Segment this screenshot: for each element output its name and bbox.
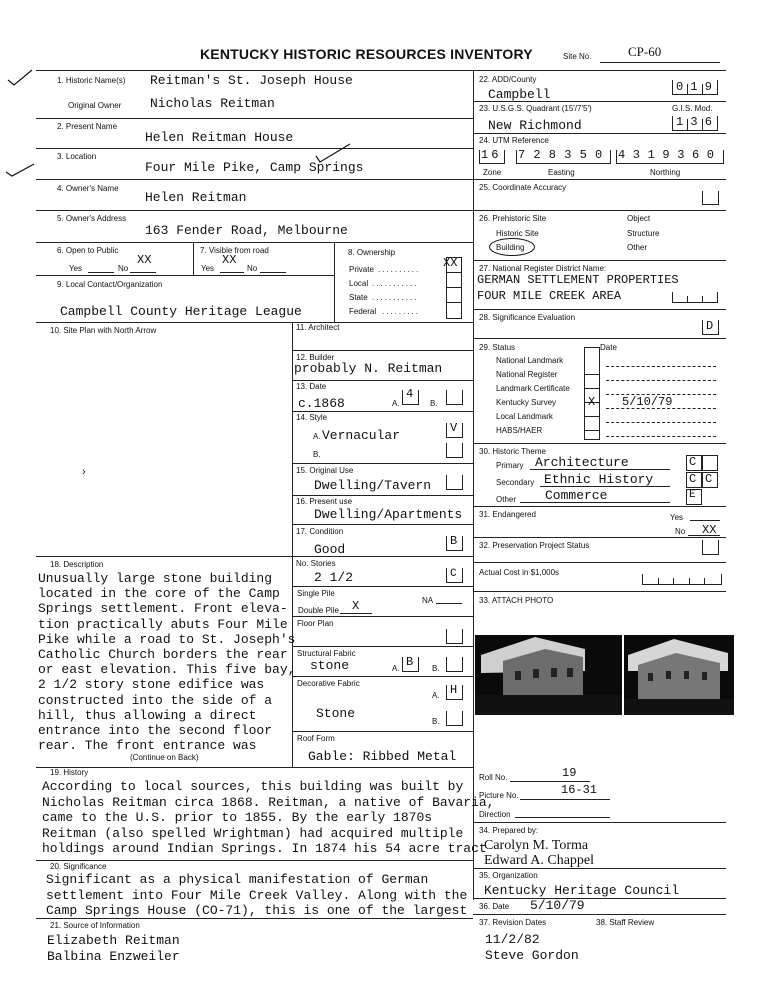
utm-northing-label: Northing: [650, 168, 681, 177]
utm-northing: 4319360: [618, 148, 722, 162]
structural-code: B: [406, 655, 414, 669]
stories-value: 2 1/2: [314, 570, 354, 585]
secondary-theme-code-2: C: [705, 472, 713, 486]
status-item-label: HABS/HAER: [496, 426, 543, 435]
site-plan-mark: ›: [82, 466, 86, 478]
status-date-label: Date: [600, 343, 617, 352]
organization-label: 35. Organization: [479, 871, 538, 880]
local-contact-value: Campbell County Heritage League: [60, 304, 302, 319]
local-contact-label: 9. Local Contact/Organization: [57, 280, 163, 289]
text-line: rear. The front entrance was: [38, 738, 257, 754]
ownership-private: Private: [349, 265, 374, 274]
text-line: Pike while a road to St. Joseph's: [38, 631, 296, 647]
status-date-line: [606, 422, 716, 423]
photo-2: [624, 635, 734, 715]
revision-dates-value: 11/2/82: [485, 932, 540, 947]
direction-label: Direction: [479, 810, 511, 819]
status-row-sep: [584, 388, 599, 389]
nr-district-line2: FOUR MILE CREEK AREA: [477, 289, 622, 303]
condition-value: Good: [314, 542, 346, 557]
status-date-line: [606, 380, 716, 381]
builder-value: probably N. Reitman: [294, 361, 443, 376]
staff-review-label: 38. Staff Review: [596, 918, 655, 927]
rule-1: [36, 118, 473, 119]
text-line: settlement into Four Mile Creek Valley. Along with the: [46, 887, 468, 903]
status-label: 29. Status: [479, 343, 516, 352]
original-owner-value: Nicholas Reitman: [150, 96, 275, 111]
rule-r6: [473, 309, 726, 310]
usgs-quadrant-label: 23. U.S.G.S. Quadrant (15'/7'5'): [479, 104, 592, 113]
primary-theme-label: Primary: [496, 461, 524, 470]
visible-yes-line: [220, 272, 244, 273]
rule-history-bottom: [36, 860, 473, 861]
date-code: 4: [406, 387, 414, 401]
ownership-dots-1: ..........: [378, 265, 421, 274]
pile-na-label: NA: [422, 596, 434, 605]
secondary-theme-label: Secondary: [496, 478, 535, 487]
text-line: Significant as a physical manifestation of German: [46, 872, 429, 887]
open-no-line: [130, 272, 156, 273]
present-name-label: 2. Present Name: [57, 122, 118, 131]
significance-text: [46, 872, 467, 919]
present-use-label: 16. Present use: [296, 497, 353, 506]
text-line: Elizabeth Reitman: [47, 933, 180, 948]
actual-cost-label: Actual Cost in $1,000s: [479, 568, 560, 577]
text-line: tion practically abuts Four Mile: [38, 616, 288, 632]
rule-r5: [473, 260, 726, 261]
visible-from-road-label: 7. Visible from road: [200, 246, 269, 255]
style-code: V: [450, 421, 458, 435]
ownership-label: 8. Ownership: [348, 248, 396, 257]
structural-fabric-value: stone: [310, 658, 350, 673]
significance-eval-label: 28. Significance Evaluation: [479, 313, 576, 322]
rule-m1: [292, 350, 473, 351]
ownership-state: State: [349, 293, 368, 302]
primary-theme-value: Architecture: [535, 455, 629, 470]
other-site-label: Other: [627, 243, 648, 252]
open-yes-label: Yes: [69, 264, 83, 273]
ownership-dots-4: .........: [382, 307, 421, 316]
original-use-value: Dwelling/Tavern: [314, 478, 432, 493]
preservation-status-label: 32. Preservation Project Status: [479, 541, 590, 550]
primary-code-box-2[interactable]: [702, 455, 718, 471]
style-a-label: A.: [313, 432, 321, 441]
cost-sep-2: [673, 578, 674, 585]
secondary-theme-code-1: C: [689, 472, 697, 486]
decorative-fabric-label: Decorative Fabric: [297, 679, 360, 688]
quadrant-value: New Richmond: [488, 118, 582, 133]
text-line: holdings around Indian Springs. In 1874 his 54 acre tract: [42, 841, 487, 856]
structural-a-label: A.: [392, 664, 400, 673]
other-theme-label: Other: [496, 495, 517, 504]
location-value: Four Mile Pike, Camp Springs: [145, 160, 364, 175]
date-value: c.1868: [298, 396, 345, 411]
preservation-status-box[interactable]: [702, 540, 719, 555]
decorative-a-label: A.: [432, 691, 440, 700]
kentucky-survey-date: 5/10/79: [622, 395, 673, 409]
date-36-label: 36. Date: [479, 902, 510, 911]
decorative-fabric-value: Stone: [316, 706, 356, 721]
history-text: [42, 779, 494, 857]
present-name-value: Helen Reitman House: [145, 130, 294, 145]
rule-r2: [473, 133, 726, 134]
organization-value: Kentucky Heritage Council: [484, 883, 680, 898]
rule-m9: [292, 616, 473, 617]
rule-3: [36, 179, 473, 180]
cost-sep-1: [658, 578, 659, 585]
object-label: Object: [627, 214, 651, 223]
owner-name-label: 4. Owner's Name: [57, 184, 119, 193]
rule-m10: [292, 646, 473, 647]
status-item-label: Kentucky Survey: [496, 398, 557, 407]
prehistoric-site-label: 26. Prehistoric Site: [479, 214, 547, 223]
gis-mod-label: G.I.S. Mod.: [672, 104, 713, 113]
gis-code: 136: [676, 115, 720, 129]
architect-label: 11. Architect: [296, 323, 340, 332]
rule-m3: [292, 411, 473, 412]
significance-label: 20. Significance: [50, 862, 107, 871]
description-label: 18. Description: [50, 560, 104, 569]
text-line: 2 1/2 story stone edifice was: [38, 677, 265, 693]
visible-yes-label: Yes: [201, 264, 215, 273]
ownership-local: Local: [349, 279, 369, 288]
secondary-line: [540, 486, 670, 487]
decorative-code: H: [450, 683, 458, 697]
primary-theme-code: C: [689, 455, 697, 469]
county-value: Campbell: [488, 87, 551, 102]
picture-no-value: 16-31: [561, 783, 598, 797]
date-b-box[interactable]: [446, 390, 463, 405]
text-line: Reitman (also spelled Wrightman) had acquired multiple: [42, 825, 464, 841]
floor-plan-label: Floor Plan: [297, 619, 334, 628]
rule-m11: [292, 676, 473, 677]
double-pile-mark: X: [352, 599, 360, 613]
owner-address-label: 5. Owner's Address: [57, 214, 127, 223]
building-label: Building: [496, 243, 525, 252]
status-row-sep: [584, 374, 599, 375]
original-owner-label: Original Owner: [68, 101, 122, 110]
utm-zone: 16: [481, 148, 502, 162]
rule-m8: [292, 586, 473, 587]
rule-5: [36, 242, 473, 243]
continue-on-back: (Continue on Back): [130, 753, 199, 762]
utm-easting: 728350: [518, 148, 611, 162]
status-checkbox-column[interactable]: [584, 347, 600, 440]
owner-address-value: 163 Fender Road, Melbourne: [145, 223, 348, 238]
building-circle: [489, 238, 535, 256]
structural-b-label: B.: [432, 664, 440, 673]
structural-fabric-label: Structural Fabric: [297, 649, 356, 658]
text-line: came to the U.S. prior to 1855. By the early 1870s: [42, 810, 433, 825]
status-item-label: Landmark Certificate: [496, 384, 570, 393]
utm-zone-label: Zone: [483, 168, 502, 177]
present-use-value: Dwelling/Apartments: [314, 507, 463, 522]
ownership-sep-1: [446, 272, 461, 273]
historic-name-value: Reitman's St. Joseph House: [150, 73, 353, 88]
nr-district-line1: GERMAN SETTLEMENT PROPERTIES: [477, 273, 679, 287]
rule-r13: [473, 822, 726, 823]
roll-no-value: 19: [562, 766, 577, 780]
date-36-value: 5/10/79: [530, 898, 585, 913]
significance-eval-code: D: [706, 319, 714, 333]
rule-m2: [292, 380, 473, 381]
text-line: Catholic Church borders the rear: [38, 647, 288, 663]
nr-district-label: 27. National Register District Name:: [479, 264, 607, 273]
site-no-underline: [600, 62, 720, 63]
kentucky-survey-mark: X: [588, 395, 596, 409]
historic-site-label: Historic Site: [496, 229, 539, 238]
prepared-by-label: 34. Prepared by:: [479, 826, 539, 835]
rule-v-6-7: [193, 242, 194, 275]
ownership-sep-2: [446, 287, 461, 288]
text-line: Unusually large stone building: [38, 571, 273, 586]
structural-b-box[interactable]: [446, 657, 463, 672]
condition-label: 17. Condition: [296, 527, 344, 536]
description-text: [38, 571, 295, 753]
nr-district-code-box[interactable]: [672, 292, 718, 303]
style-b-box[interactable]: [446, 443, 463, 458]
text-line: entrance into the second floor: [38, 723, 273, 739]
status-item-label: Local Landmark: [496, 412, 553, 421]
endangered-yes-line: [690, 520, 720, 521]
secondary-theme-value: Ethnic History: [544, 472, 654, 487]
picture-no-line: [520, 799, 610, 800]
rule-r7: [473, 338, 726, 339]
style-b-label: B.: [313, 450, 321, 459]
rule-r4: [473, 210, 726, 211]
text-line: Nicholas Reitman circa 1868. Reitman, a native of Bavaria,: [42, 794, 495, 810]
roll-no-label: Roll No.: [479, 773, 508, 782]
coordinate-accuracy-label: 25. Coordinate Accuracy: [479, 183, 567, 192]
rule-m4: [292, 463, 473, 464]
rule-m5: [292, 495, 473, 496]
rule-m6: [292, 524, 473, 525]
visible-no-line: [260, 272, 286, 273]
direction-line: [515, 817, 610, 818]
text-line: Springs settlement. Front eleva-: [38, 601, 288, 617]
text-line: Camp Springs House (CO-71), this is one of the largest: [46, 903, 468, 918]
rule-7: [36, 322, 473, 323]
visible-from-road-value: XX: [222, 253, 237, 267]
single-pile-label: Single Pile: [297, 589, 335, 598]
open-no-label: No: [118, 264, 129, 273]
rule-r8: [473, 443, 726, 444]
site-plan-label: 10. Site Plan with North Arrow: [50, 326, 157, 335]
style-label: 14. Style: [296, 413, 328, 422]
decorative-b-label: B.: [432, 717, 440, 726]
endangered-no-label: No: [675, 527, 686, 536]
rule-desc-bottom: [36, 767, 473, 768]
original-use-label: 15. Original Use: [296, 466, 354, 475]
cost-sep-4: [704, 578, 705, 585]
primary-line: [530, 469, 670, 470]
status-date-line: [606, 436, 716, 437]
roll-no-line: [510, 781, 590, 782]
historic-theme-label: 30. Historic Theme: [479, 447, 546, 456]
status-row-sep: [584, 416, 599, 417]
text-line: Balbina Enzweiler: [47, 949, 180, 964]
form-title: KENTUCKY HISTORIC RESOURCES INVENTORY: [200, 46, 533, 62]
rule-2: [36, 148, 473, 149]
center-divider: [473, 70, 474, 900]
text-line: or east elevation. This five bay,: [38, 662, 296, 678]
rule-m12: [292, 731, 473, 732]
owner-name-value: Helen Reitman: [145, 190, 247, 205]
double-pile-line: [340, 613, 372, 614]
utm-label: 24. UTM Reference: [479, 136, 549, 145]
open-to-public-label: 6. Open to Public: [57, 246, 119, 255]
text-line: According to local sources, this building was built by: [42, 779, 464, 794]
attach-photo-label: 33. ATTACH PHOTO: [479, 596, 554, 605]
rule-r15: [473, 898, 726, 899]
endangered-yes-label: Yes: [670, 513, 684, 522]
historic-name-label: 1. Historic Name(s): [57, 76, 126, 85]
other-theme-code: E: [689, 489, 696, 501]
cost-sep-3: [689, 578, 690, 585]
date-label: 13. Date: [296, 382, 327, 391]
prepared-by-line1: Carolyn M. Torma: [484, 838, 589, 853]
rule-r12: [473, 591, 726, 592]
site-no-value: CP-60: [628, 44, 662, 59]
style-value: Vernacular: [322, 428, 401, 443]
prepared-by-line2: Edward A. Chappel: [484, 853, 595, 868]
rule-4: [36, 210, 473, 211]
status-row-sep: [584, 430, 599, 431]
rule-m7: [36, 556, 473, 557]
source-label: 21. Source of Information: [50, 921, 140, 930]
other-theme-value: Commerce: [545, 488, 608, 503]
source-text: [47, 933, 180, 965]
site-no-label: Site No.: [563, 52, 592, 61]
stories-label: No. Stories: [296, 559, 336, 568]
utm-easting-label: Easting: [548, 168, 575, 177]
rule-r11: [473, 562, 726, 563]
ownership-mark: XX: [443, 256, 458, 270]
condition-code: B: [450, 534, 458, 548]
floor-plan-box[interactable]: [446, 629, 463, 644]
status-item-label: National Landmark: [496, 356, 564, 365]
stories-code: C: [450, 568, 457, 580]
location-label: 3. Location: [57, 152, 97, 161]
date-a-label: A.: [392, 399, 400, 408]
status-item-label: National Register: [496, 370, 558, 379]
original-use-box[interactable]: [446, 475, 463, 490]
rule-r9: [473, 506, 726, 507]
visible-no-label: No: [247, 264, 258, 273]
open-to-public-value: XX: [137, 253, 152, 267]
endangered-value: XX: [702, 523, 717, 537]
pile-na-line: [436, 603, 462, 604]
endangered-label: 31. Endangered: [479, 510, 536, 519]
coordinate-accuracy-box[interactable]: [702, 191, 719, 205]
open-yes-line: [88, 272, 114, 273]
nr-sep-2: [702, 296, 703, 303]
photo-1: [475, 635, 622, 715]
decorative-b-box[interactable]: [446, 711, 463, 726]
picture-no-label: Picture No.: [479, 791, 519, 800]
ownership-sep-3: [446, 302, 461, 303]
date-b-label: B.: [430, 399, 438, 408]
rule-r3: [473, 179, 726, 180]
rule-6: [36, 275, 334, 276]
staff-review-value: Steve Gordon: [485, 948, 579, 963]
rule-r10: [473, 537, 726, 538]
ownership-dots-3: ...........: [372, 293, 419, 302]
double-pile-label: Double Pile: [298, 606, 339, 615]
rule-r16: [473, 914, 726, 915]
text-line: constructed into the side of a: [38, 692, 273, 708]
builder-label: 12. Builder: [296, 353, 335, 362]
add-county-label: 22. ADD/County: [479, 75, 537, 84]
county-code: 019: [676, 80, 720, 94]
actual-cost-box[interactable]: [642, 574, 722, 585]
revision-dates-label: 37. Revision Dates: [479, 918, 547, 927]
text-line: located in the core of the Camp: [38, 586, 280, 602]
status-date-line: [606, 366, 716, 367]
structure-label: Structure: [627, 229, 660, 238]
nr-sep-1: [687, 296, 688, 303]
rule-top: [36, 70, 726, 71]
ownership-dots-2: ...........: [372, 279, 419, 288]
roof-form-value: Gable: Ribbed Metal: [308, 749, 457, 764]
rule-v-7-8: [334, 242, 335, 322]
ownership-federal: Federal: [349, 307, 377, 316]
history-label: 19. History: [50, 768, 89, 777]
text-line: hill, thus allowing a direct: [38, 707, 257, 723]
roof-form-label: Roof Form: [297, 734, 335, 743]
